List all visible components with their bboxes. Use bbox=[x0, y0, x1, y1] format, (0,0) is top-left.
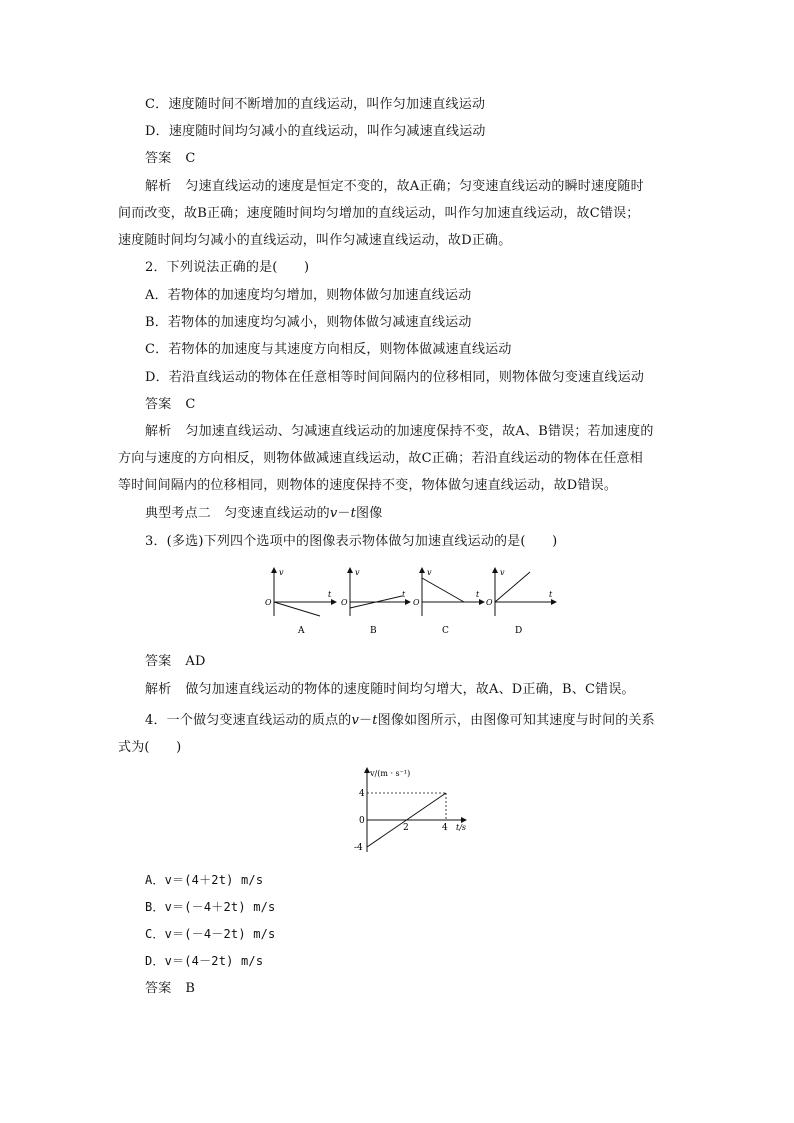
q1-option-c: C．速度随时间不断增加的直线运动，叫作匀加速直线运动 bbox=[145, 97, 486, 112]
axis-t-label: t bbox=[402, 590, 406, 599]
q2-stem: 2．下列说法正确的是( ) bbox=[145, 260, 310, 275]
tick-x-2: 2 bbox=[403, 823, 409, 833]
x-axis-label: t/s bbox=[456, 823, 467, 832]
q1-answer bbox=[145, 150, 196, 168]
q3-answer bbox=[145, 653, 206, 671]
answer-label: 答案 bbox=[145, 397, 172, 412]
q4-option-c: C．v＝(－4－2t) m/s bbox=[145, 927, 276, 941]
q4-stem-v: v bbox=[351, 713, 360, 728]
q2-answer bbox=[145, 396, 196, 414]
q4-stem-dash: － bbox=[359, 713, 373, 728]
q4-option-d: D．v＝(4－2t) m/s bbox=[145, 954, 264, 968]
graph-c bbox=[413, 568, 484, 636]
answer-label: 答案 bbox=[145, 981, 172, 996]
analysis-text: 做匀加速直线运动的物体的速度随时间均匀增大，故A、D正确，B、C错误。 bbox=[185, 682, 635, 697]
q3-stem: 3．(多选)下列四个选项中的图像表示物体做匀加速直线运动的是( ) bbox=[145, 534, 558, 549]
q2-option-a: A．若物体的加速度均匀增加，则物体做匀加速直线运动 bbox=[145, 288, 472, 303]
origin-label: O bbox=[265, 598, 272, 607]
answer-value: B bbox=[185, 981, 196, 996]
answer-label: 答案 bbox=[145, 654, 172, 669]
answer-value: C bbox=[185, 151, 196, 166]
analysis-label: 解析 bbox=[145, 682, 172, 697]
section-heading bbox=[145, 505, 382, 523]
graph-label-b: B bbox=[370, 626, 377, 636]
q4-stem-line1 bbox=[145, 712, 655, 730]
graph-d bbox=[486, 568, 556, 636]
graph-b bbox=[341, 568, 410, 636]
q4-option-a: A．v＝(4＋2t) m/s bbox=[145, 873, 264, 887]
axis-v-label: v bbox=[355, 568, 360, 577]
graph-label-c: C bbox=[442, 626, 449, 636]
analysis-label: 解析 bbox=[145, 179, 172, 194]
q4-option-b: B．v＝(－4＋2t) m/s bbox=[145, 900, 276, 914]
tick-y-neg4: -4 bbox=[354, 843, 363, 853]
q3-analysis bbox=[145, 681, 635, 699]
axis-v-label: v bbox=[279, 568, 284, 577]
axis-t-label: t bbox=[549, 590, 553, 599]
q2-analysis-line2: 方向与速度的方向相反，则物体做减速直线运动，故C正确；若沿直线运动的物体在任意相 bbox=[118, 451, 643, 466]
graph-label-a: A bbox=[298, 626, 305, 636]
section-t: t bbox=[350, 506, 356, 521]
y-axis-label: v/(m · s⁻¹) bbox=[370, 769, 411, 778]
axis-t-label: t bbox=[476, 590, 480, 599]
q4-vt-graph bbox=[340, 764, 500, 854]
origin-label: O bbox=[486, 598, 493, 607]
q2-analysis-line3: 等时间间隔内的位移相同，则物体的速度保持不变，物体做匀速直线运动，故D错误。 bbox=[118, 478, 618, 493]
axis-t-label: t bbox=[328, 590, 332, 599]
analysis-text: 匀加速直线运动、匀减速直线运动的加速度保持不变，故A、B错误；若加速度的 bbox=[185, 424, 654, 439]
section-v: v bbox=[329, 506, 338, 521]
q2-option-c: C．若物体的加速度与其速度方向相反，则物体做减速直线运动 bbox=[145, 342, 512, 357]
tick-y-0: 0 bbox=[359, 816, 365, 826]
q2-analysis-line1 bbox=[145, 423, 654, 441]
analysis-label: 解析 bbox=[145, 424, 172, 439]
graph-label-d: D bbox=[515, 626, 523, 636]
q4-stem-t: t bbox=[372, 713, 378, 728]
q1-analysis-line2: 间而改变，故B正确；速度随时间均匀增加的直线运动，叫作匀加速直线运动，故C错误； bbox=[118, 206, 640, 221]
q4-stem-a: 4．一个做匀变速直线运动的质点的 bbox=[145, 713, 352, 728]
origin-label: O bbox=[341, 598, 348, 607]
answer-value: C bbox=[185, 397, 196, 412]
q3-graphs bbox=[262, 566, 562, 646]
axis-v-label: v bbox=[500, 568, 505, 577]
section-dash: － bbox=[337, 506, 351, 521]
q2-option-b: B．若物体的加速度均匀减小，则物体做匀减速直线运动 bbox=[145, 315, 472, 330]
tick-y-4: 4 bbox=[359, 789, 365, 799]
section-prefix: 典型考点二 匀变速直线运动的 bbox=[145, 506, 330, 521]
analysis-text: 匀速直线运动的速度是恒定不变的，故A正确；匀变速直线运动的瞬时速度随时 bbox=[185, 179, 644, 194]
axis-v-label: v bbox=[427, 568, 432, 577]
tick-x-4: 4 bbox=[442, 823, 448, 833]
q4-answer bbox=[145, 980, 195, 998]
q1-analysis-line3: 速度随时间均匀减小的直线运动，叫作匀减速直线运动，故D正确。 bbox=[118, 233, 512, 248]
q4-stem-b: 图像如图所示，由图像可知其速度与时间的关系 bbox=[377, 713, 655, 728]
q1-analysis-line1 bbox=[145, 178, 644, 196]
origin-label: O bbox=[413, 598, 420, 607]
q2-option-d: D．若沿直线运动的物体在任意相等时间间隔内的位移相同，则物体做匀变速直线运动 bbox=[145, 370, 645, 385]
q1-option-d: D．速度随时间均匀减小的直线运动，叫作匀减速直线运动 bbox=[145, 124, 486, 139]
q4-stem-line2: 式为( ) bbox=[118, 740, 182, 755]
answer-label: 答案 bbox=[145, 151, 172, 166]
graph-a bbox=[265, 568, 336, 636]
section-suffix: 图像 bbox=[356, 506, 383, 521]
answer-value: AD bbox=[185, 654, 206, 669]
